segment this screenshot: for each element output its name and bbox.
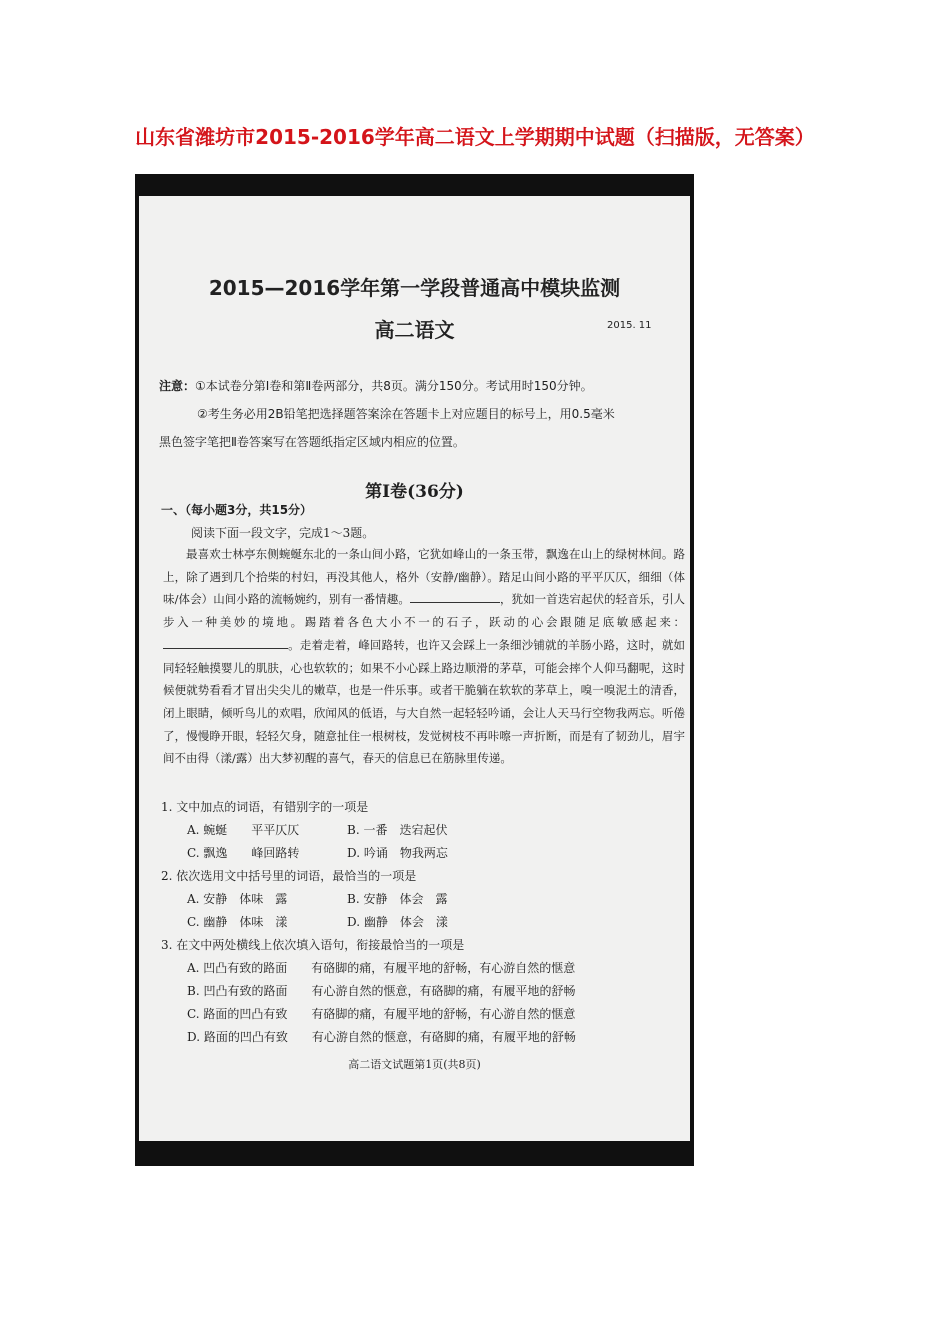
scanned-page bbox=[135, 174, 694, 1166]
option-2d: D. 幽静 体会 漾 bbox=[347, 915, 448, 929]
passage-text-c: 。走着走着，峰回路转，也许又会踩上一条细沙铺就的羊肠小路，这时，就如同轻轻触摸婴儿的肌肤，心也软软的；如果不小心踩上路边顺滑的茅草，可能会摔个人仰马翻呢，这时候便就势看看才冒出尖尖儿的嫩草，也是一件乐事。或者干脆躺在软软的茅草上，嗅一嗅泥土的清香，闭上眼睛，倾听鸟儿的欢唱，欣闻风的低语，与大自然一起轻轻吟诵，会让人天马行空物我两忘。听倦了，慢慢睁开眼，轻轻欠身，随意扯住一根树枝，发觉树枝不再咔嚓一声折断，而是有了韧劲儿，眉宇间不由得（漾/露）出大梦初醒的喜气，春天的信息已在筋脉里传递。 bbox=[163, 637, 685, 766]
exam-paper bbox=[139, 196, 690, 1141]
option-2b: B. 安静 体会 露 bbox=[347, 892, 448, 906]
passage-text-a: 最喜欢士林亭东侧蜿蜒东北的一条山间小路，它犹如峰山的一条玉带，飘逸在山上的绿树林间。路上，除了遇到几个拾柴的村妇，再没其他人，格外（安静/幽静）。踏足山间小路的平平仄仄，细细（体味/体会）山间小路的流畅婉约，别有一番情趣。 bbox=[163, 547, 685, 607]
reading-instruction: 阅读下面一段文字，完成1～3题。 bbox=[191, 526, 375, 540]
passage-text-b: ，犹如一首迭宕起伏的轻音乐，引人步入一种美妙的境地。踢踏着各色大小不一的石子，跃动的心会跟随足底敏感起来： bbox=[163, 592, 686, 630]
page-footer: 高二语文试题第1页(共8页) bbox=[348, 1058, 481, 1071]
option-3a: A. 凹凸有致的路面 有硌脚的痛，有履平地的舒畅，有心游自然的惬意 bbox=[187, 961, 576, 975]
option-3b: B. 凹凸有致的路面 有心游自然的惬意，有硌脚的痛，有履平地的舒畅 bbox=[187, 984, 576, 998]
question-2: 2. 依次选用文中括号里的词语，最恰当的一项是 bbox=[161, 869, 417, 883]
question-3: 3. 在文中两处横线上依次填入语句，衔接最恰当的一项是 bbox=[161, 938, 465, 952]
document-title: 山东省潍坊市2015-2016学年高二语文上学期期中试题（扫描版，无答案） bbox=[135, 125, 815, 149]
notice-line-2: ②考生务必用2B铅笔把选择题答案涂在答题卡上对应题目的标号上，用0.5毫米 bbox=[197, 407, 615, 421]
question-1: 1. 文中加点的词语，有错别字的一项是 bbox=[161, 800, 369, 814]
answer-blank-2 bbox=[163, 636, 288, 649]
option-row bbox=[161, 888, 681, 911]
exam-subject: 高二语文 bbox=[374, 318, 455, 342]
notice-block bbox=[159, 372, 679, 456]
option-3d: D. 路面的凹凸有致 有心游自然的惬意，有硌脚的痛，有履平地的舒畅 bbox=[187, 1030, 576, 1044]
notice-line-3: 黑色签字笔把Ⅱ卷答案写在答题纸指定区域内相应的位置。 bbox=[159, 435, 465, 449]
option-row bbox=[161, 911, 681, 934]
option-2c: C. 幽静 体味 漾 bbox=[187, 915, 288, 929]
notice-label: 注意： bbox=[159, 379, 196, 393]
part-heading: 一、（每小题3分，共15分） bbox=[161, 503, 313, 517]
option-1d: D. 吟诵 物我两忘 bbox=[347, 846, 448, 860]
option-row bbox=[161, 842, 681, 865]
option-1c: C. 飘逸 峰回路转 bbox=[187, 846, 300, 860]
question-list bbox=[161, 796, 681, 1049]
option-1a: A. 蜿蜒 平平仄仄 bbox=[187, 823, 300, 837]
option-2a: A. 安静 体味 露 bbox=[187, 892, 288, 906]
section-heading: 第Ⅰ卷(36分) bbox=[365, 482, 464, 502]
option-1b: B. 一番 迭宕起伏 bbox=[347, 823, 448, 837]
option-row bbox=[161, 819, 681, 842]
notice-line-1: ①本试卷分第Ⅰ卷和第Ⅱ卷两部分，共8页。满分150分。考试用时150分钟。 bbox=[195, 379, 593, 393]
exam-title: 2015—2016学年第一学段普通高中模块监测 bbox=[208, 276, 621, 300]
option-3c: C. 路面的凹凸有致 有硌脚的痛，有履平地的舒畅，有心游自然的惬意 bbox=[187, 1007, 576, 1021]
reading-passage bbox=[163, 543, 685, 770]
exam-date: 2015. 11 bbox=[607, 320, 652, 331]
answer-blank-1 bbox=[410, 590, 500, 603]
